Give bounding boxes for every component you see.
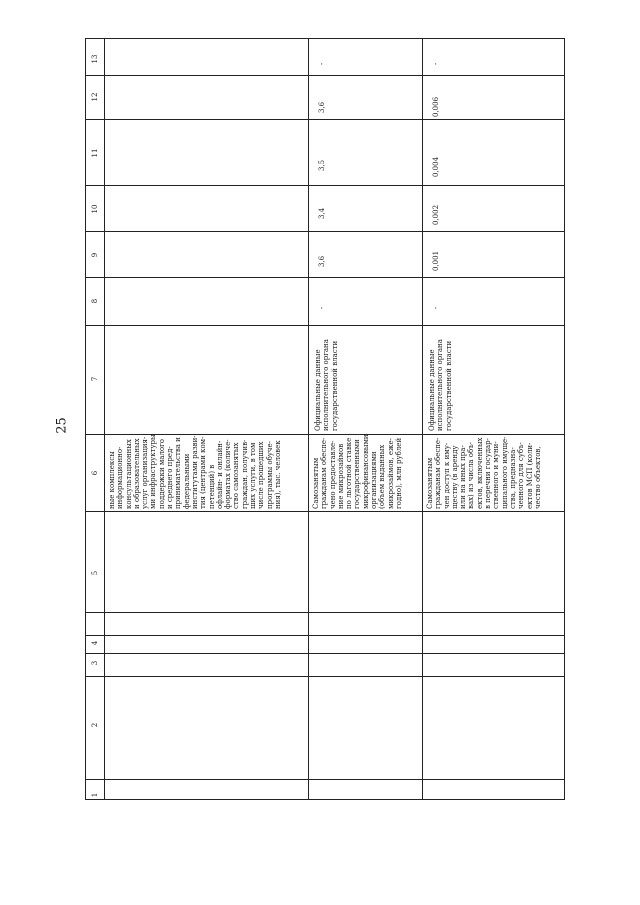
col-num-6: 6 xyxy=(91,470,99,476)
row1-indicator-line: федеральными xyxy=(182,453,191,509)
row2-source-line: Официальные данные xyxy=(314,349,322,431)
row1-indicator-line: числе прошедших xyxy=(257,441,266,509)
row2-indicator-line: чено предоставле- xyxy=(328,440,337,509)
row3-indicator-line: или на иных пра- xyxy=(459,445,468,509)
row3-indicator-line: ектов МСП (коли- xyxy=(525,442,534,509)
column-divider xyxy=(86,612,564,613)
row-divider xyxy=(104,39,105,799)
col-num-7: 7 xyxy=(91,376,99,382)
row3-col9: 0,001 xyxy=(432,250,440,271)
row1-indicator-line: программы обуче- xyxy=(265,440,274,509)
col-num-5: 5 xyxy=(91,570,99,576)
row2-indicator-line: годно), млн рублей xyxy=(394,437,403,509)
col-num-1: 1 xyxy=(91,792,99,798)
row-divider xyxy=(422,39,423,799)
row2-indicator-line: гражданам обеспе- xyxy=(320,437,329,509)
row1-indicator-text xyxy=(108,434,282,509)
row3-indicator-line: чен доступ к иму- xyxy=(442,442,451,509)
column-divider xyxy=(86,277,564,278)
row-divider xyxy=(308,39,309,799)
row1-indicator-line: форматах (количе- xyxy=(224,439,233,509)
row3-indicator-line: чество объектов, xyxy=(533,446,542,509)
column-divider xyxy=(86,676,564,677)
row3-col13: - xyxy=(432,62,440,65)
row1-indicator-line: информационно- xyxy=(116,446,125,509)
column-divider xyxy=(86,75,564,76)
row3-indicator-line: вах) из числа объ- xyxy=(467,441,476,509)
row1-indicator-line: и среднего пред- xyxy=(166,446,175,509)
row3-source-line: государственной власти xyxy=(444,340,453,431)
row1-indicator-line: услуг организация- xyxy=(141,436,150,509)
column-divider xyxy=(86,231,564,232)
row2-indicator-text xyxy=(312,434,403,509)
row3-indicator-line: ства, предназна- xyxy=(508,447,517,509)
row2-indicator-line: ние микрозаймов xyxy=(336,443,345,509)
row1-indicator-line: принимательства и xyxy=(174,437,183,509)
row2-indicator-line: микрофинансовыми xyxy=(361,434,370,509)
row1-indicator-line: тия (центрами ком- xyxy=(199,436,208,509)
row3-indicator-line: гражданам обеспе- xyxy=(434,437,443,509)
row3-indicator-line: Самозанятым xyxy=(426,457,434,509)
row3-col8: - xyxy=(432,306,440,309)
row3-indicator-line: ществу (в аренду xyxy=(450,445,459,509)
row2-col12: 3,6 xyxy=(318,101,326,113)
row2-indicator-line: государственными xyxy=(353,439,362,509)
col-num-13: 13 xyxy=(91,54,99,64)
row3-indicator-line: ственного и муни- xyxy=(492,441,501,509)
row1-indicator-line: консультационных xyxy=(124,439,133,509)
column-divider xyxy=(86,119,564,120)
column-divider xyxy=(86,635,564,636)
row3-source-line: Официальные данные xyxy=(428,349,436,431)
row3-source-text xyxy=(428,339,453,431)
row3-indicator-text xyxy=(426,437,542,510)
row3-indicator-line: в перечни государ- xyxy=(484,437,493,509)
row2-indicator-line: организациями xyxy=(370,451,379,509)
row2-col11: 3,5 xyxy=(318,159,326,171)
row2-source-line: государственной власти xyxy=(330,340,339,431)
row1-indicator-line: петенций) в xyxy=(207,464,216,509)
row3-indicator-line: ципального имуще- xyxy=(500,436,509,509)
row2-source-line: исполнительного органа xyxy=(322,339,331,431)
row3-indicator-line: ектов, включенных xyxy=(475,437,484,509)
row1-indicator-line: граждан, получив- xyxy=(240,439,249,509)
rotated-table xyxy=(85,38,565,800)
col-num-11: 11 xyxy=(91,148,99,158)
row3-source-line: исполнительного органа xyxy=(436,339,445,431)
column-divider xyxy=(86,325,564,326)
row1-indicator-line: институтами разви- xyxy=(190,435,199,509)
col-num-8: 8 xyxy=(91,298,99,304)
row1-indicator-line: ших услуги, в том xyxy=(249,442,258,509)
col-num-3: 3 xyxy=(91,660,99,666)
row1-indicator-line: ные комплексы xyxy=(108,451,116,509)
row1-indicator-line: ство самозанятых xyxy=(232,442,241,509)
row3-col10: 0,002 xyxy=(432,204,440,225)
row2-col10: 3,4 xyxy=(318,207,326,219)
row1-indicator-line: ми инфраструктуры xyxy=(149,434,158,509)
col-num-9: 9 xyxy=(91,252,99,258)
row3-indicator-line: ченного для субъ- xyxy=(517,442,526,509)
row2-indicator-line: по льготной ставке xyxy=(345,437,354,509)
col-num-12: 12 xyxy=(91,92,99,102)
column-divider xyxy=(86,779,564,780)
row1-indicator-line: ния), тыс. человек xyxy=(273,440,282,509)
row1-indicator-line: и образовательных xyxy=(132,438,141,509)
row2-indicator-line: микрозаймов, еже- xyxy=(386,438,395,509)
row2-indicator-line: Самозанятым xyxy=(312,457,320,509)
row2-col9: 3,6 xyxy=(318,255,326,267)
column-divider xyxy=(86,185,564,186)
col-num-10: 10 xyxy=(91,204,99,214)
row1-indicator-line: офлайн- и онлайн- xyxy=(215,440,224,509)
row3-col11: 0,004 xyxy=(432,156,440,177)
row2-source-text xyxy=(314,339,339,431)
column-divider xyxy=(86,511,564,512)
column-divider xyxy=(86,653,564,654)
page-number: 25 xyxy=(54,417,70,434)
row2-indicator-line: (объем выданных xyxy=(378,444,387,509)
col-num-4: 4 xyxy=(91,640,99,646)
col-num-2: 2 xyxy=(91,722,99,728)
row1-indicator-line: поддержки малого xyxy=(157,439,166,509)
row3-col12: 0,006 xyxy=(432,96,440,117)
row2-col8: - xyxy=(318,306,326,309)
row2-col13: - xyxy=(318,62,326,65)
